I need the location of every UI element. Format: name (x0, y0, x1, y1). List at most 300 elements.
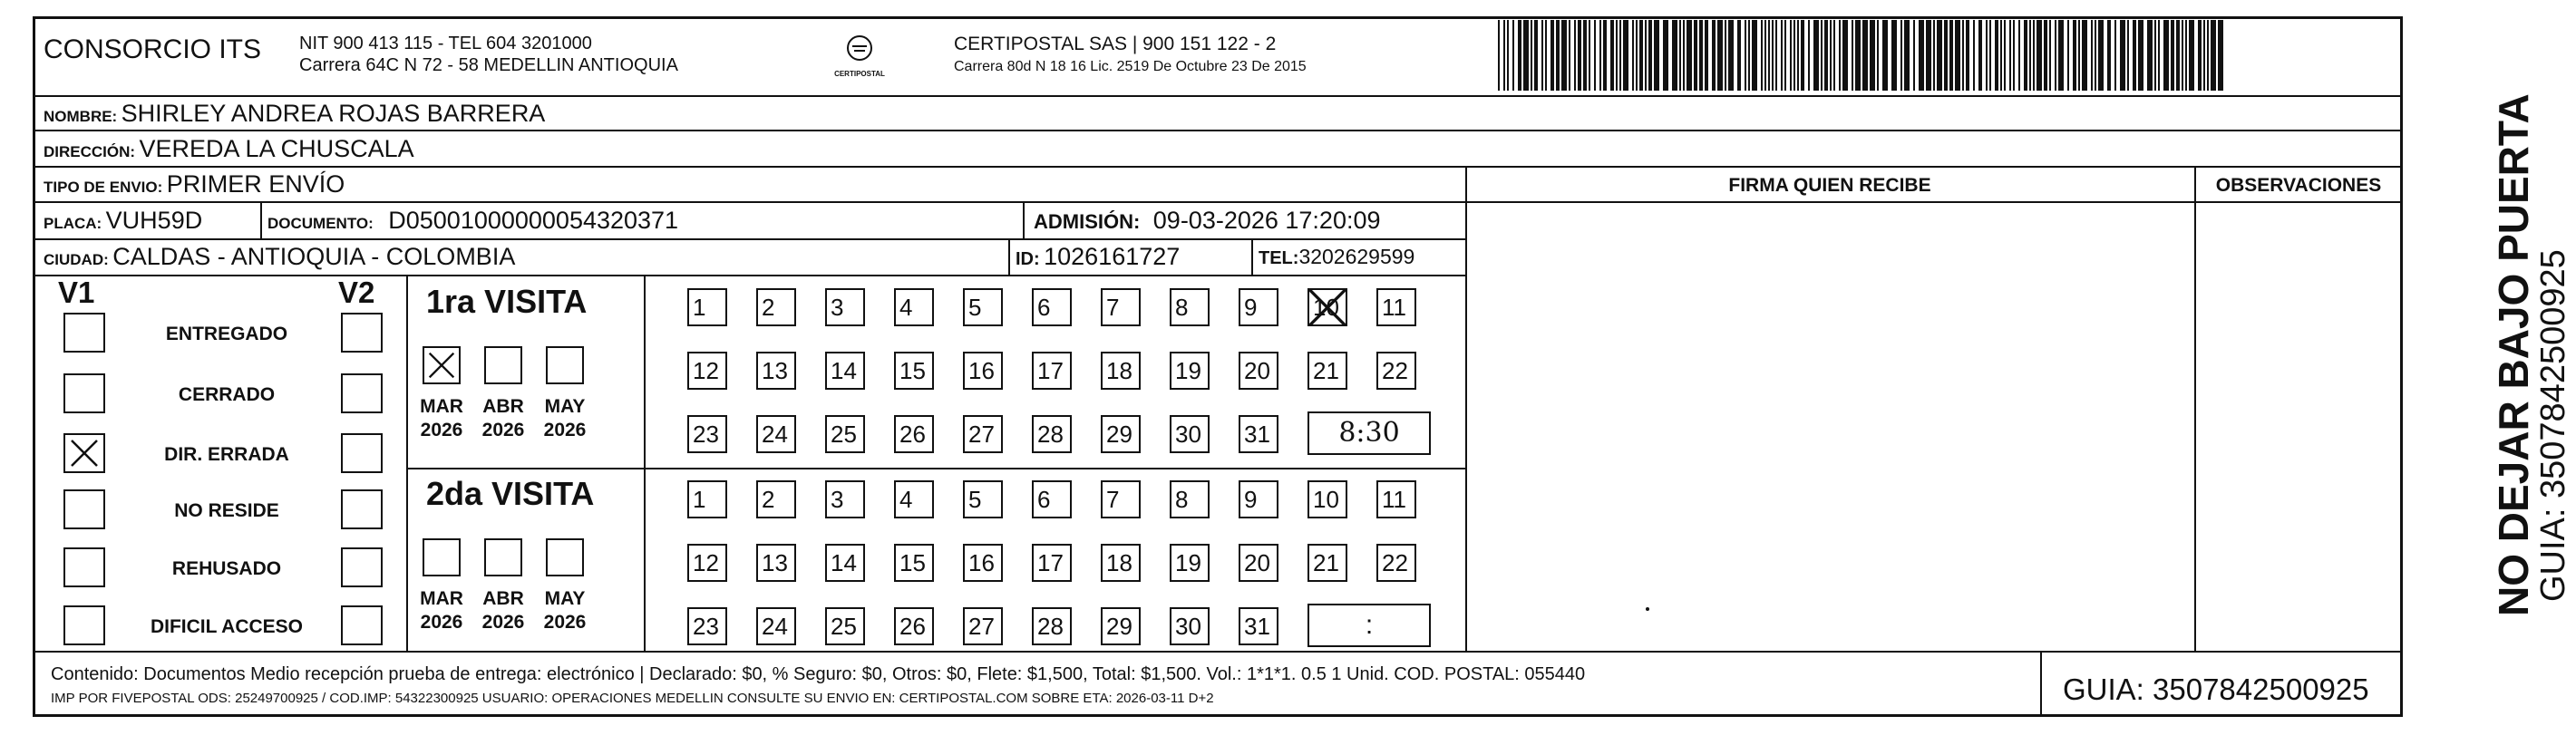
v2-checkbox[interactable] (341, 605, 383, 645)
placa-value: VUH59D (105, 207, 203, 234)
month-label (478, 395, 529, 442)
barcode-bar (2158, 20, 2160, 91)
barcode-bar (2203, 20, 2205, 91)
barcode-bar (1913, 20, 1915, 91)
tel-label: TEL: (1259, 248, 1299, 268)
nombre-label: NOMBRE: (44, 108, 118, 125)
month-name: ABR (482, 396, 524, 417)
barcode-bar (1933, 20, 1935, 91)
admision-label: ADMISIÓN: (1034, 210, 1141, 233)
barcode-bar (2091, 20, 2093, 91)
barcode-bar (1616, 20, 1618, 91)
imp-line: IMP POR FIVEPOSTAL ODS: 25249700925 / COD.IMP: 54322300925 USUARIO: OPERACIONES MEDELLIN CONSULTE SU ENVIO EN: CERTIPOSTAL.COM SOBRE ETA: 2026-03-11 D+2 (51, 691, 1214, 706)
day-box[interactable]: 25 (825, 607, 865, 645)
day-box[interactable]: 2 (756, 288, 796, 326)
barcode-bar (1978, 20, 1982, 91)
barcode-bar (1793, 20, 1795, 91)
day-box[interactable]: 10 (1307, 288, 1347, 326)
month-checkbox[interactable] (484, 538, 522, 576)
barcode-bar (2036, 20, 2042, 91)
barcode-bar (2078, 20, 2080, 91)
barcode-bar (1797, 20, 1799, 91)
side-guia: GUIA: 3507842500925 (2534, 249, 2572, 602)
barcode-bar (1550, 20, 1554, 91)
month-checkbox[interactable] (484, 346, 522, 384)
firma-header: FIRMA QUIEN RECIBE (1728, 175, 1931, 196)
month-year: 2026 (420, 612, 463, 633)
time-box[interactable]: 8:30 (1307, 411, 1431, 455)
day-box[interactable]: 7 (1101, 480, 1141, 518)
documento-value: D05001000000054320371 (388, 207, 679, 234)
day-box[interactable]: 17 (1032, 352, 1072, 390)
tel-cell (1259, 245, 1414, 269)
barcode-bar (1790, 20, 1792, 91)
barcode-bar (1737, 20, 1741, 91)
barcode-bar (2058, 20, 2064, 91)
barcode-bar (1824, 20, 1828, 91)
barcode-bar (2055, 20, 2056, 91)
day-box[interactable]: 31 (1239, 415, 1278, 453)
barcode-bar (1842, 20, 1848, 91)
guia-number: GUIA: 3507842500925 (2063, 672, 2369, 706)
day-box[interactable]: 8 (1170, 288, 1210, 326)
status-label: DIFICIL ACCESO (150, 616, 303, 637)
signature-mark (1646, 607, 1649, 611)
admision-value: 09-03-2026 17:20:09 (1152, 207, 1381, 234)
barcode-bar (1833, 20, 1835, 91)
observaciones-header: OBSERVACIONES (2215, 175, 2382, 196)
month-name: MAY (544, 396, 586, 417)
day-box[interactable]: 23 (687, 415, 727, 453)
barcode-bar (1712, 20, 1716, 91)
barcode-bar (1900, 20, 1902, 91)
barcode-bar (1578, 20, 1581, 91)
rule (34, 130, 2401, 131)
barcode-bar (1699, 20, 1703, 91)
v1-checkbox[interactable] (63, 489, 105, 529)
barcode-bar (2095, 20, 2096, 91)
barcode-bar (2182, 20, 2183, 91)
barcode-bar (1531, 20, 1532, 91)
month-name: MAR (420, 588, 463, 609)
day-box[interactable]: 15 (894, 352, 934, 390)
day-box[interactable]: 31 (1239, 607, 1278, 645)
barcode-bar (1623, 20, 1628, 91)
id-value: 1026161727 (1044, 243, 1181, 270)
day-box[interactable]: 6 (1032, 480, 1072, 518)
barcode-bar (2000, 20, 2002, 91)
day-box[interactable]: 4 (894, 288, 934, 326)
direccion-label: DIRECCIÓN: (44, 143, 136, 160)
barcode-bar (1541, 20, 1543, 91)
nombre-row (44, 100, 545, 128)
barcode-bar (2004, 20, 2006, 91)
barcode-bar (2176, 20, 2180, 91)
barcode-bar (2029, 20, 2031, 91)
barcode-bar (1645, 20, 1647, 91)
barcode-bar (1694, 20, 1697, 91)
barcode-bar (1705, 20, 1708, 91)
v1-checkbox[interactable] (63, 547, 105, 587)
barcode-bar (2018, 20, 2020, 91)
side-warning: NO DEJAR BAJO PUERTA (2490, 93, 2537, 616)
day-box[interactable]: 21 (1307, 352, 1347, 390)
barcode-bar (1919, 20, 1924, 91)
barcode-bar (1862, 20, 1868, 91)
day-box[interactable]: 10 (1307, 480, 1347, 518)
day-box[interactable]: 18 (1101, 352, 1141, 390)
barcode-bar (1813, 20, 1819, 91)
month-label (478, 587, 529, 634)
rule (1023, 202, 1025, 238)
day-box[interactable]: 26 (894, 415, 934, 453)
month-label (540, 395, 590, 442)
rule (406, 275, 408, 651)
day-box[interactable]: 24 (756, 415, 796, 453)
logo-text: CERTIPOSTAL (834, 70, 885, 78)
barcode-bar (2185, 20, 2187, 91)
v2-checkbox[interactable] (341, 313, 383, 353)
month-year: 2026 (481, 420, 525, 440)
rule (1465, 166, 1467, 651)
tipo-row (44, 170, 345, 198)
barcode-bar (1679, 20, 1681, 91)
rule (34, 651, 2401, 653)
month-label (540, 587, 590, 634)
carrier-line: CERTIPOSTAL SAS | 900 151 122 - 2 (954, 34, 1277, 54)
barcode-bar (1534, 20, 1538, 91)
barcode-bar (1839, 20, 1841, 91)
barcode-bar (1599, 20, 1601, 91)
day-box[interactable]: 19 (1170, 544, 1210, 582)
barcode-bar (1955, 20, 1960, 91)
barcode-bar (1648, 20, 1652, 91)
barcode-bar (2211, 20, 2216, 91)
month-name: MAR (420, 396, 463, 417)
ciudad-value: CALDAS - ANTIOQUIA - COLOMBIA (112, 243, 516, 270)
visit-title: 1ra VISITA (426, 283, 588, 320)
v2-checkbox[interactable] (341, 433, 383, 473)
barcode-bar (1830, 20, 1832, 91)
barcode-bar (1989, 20, 1991, 91)
barcode-bar (2024, 20, 2027, 91)
day-box[interactable]: 11 (1376, 288, 1416, 326)
month-year: 2026 (543, 420, 587, 440)
day-box[interactable]: 16 (963, 544, 1003, 582)
day-box[interactable]: 9 (1239, 288, 1278, 326)
v1-header: V1 (58, 276, 95, 309)
barcode-bar (1654, 20, 1659, 91)
day-box[interactable]: 21 (1307, 544, 1347, 582)
day-box[interactable]: 24 (756, 607, 796, 645)
barcode-bar (2049, 20, 2051, 91)
rule (34, 275, 1465, 276)
day-box[interactable]: 6 (1032, 288, 1072, 326)
direccion-value: VEREDA LA CHUSCALA (139, 135, 414, 162)
status-label: CERRADO (178, 384, 276, 405)
rule (2040, 651, 2042, 717)
month-checkbox[interactable] (546, 346, 584, 384)
barcode-bar (2082, 20, 2087, 91)
day-box[interactable]: 20 (1239, 352, 1278, 390)
barcode-bar (1569, 20, 1570, 91)
barcode-bar (1672, 20, 1677, 91)
barcode-bar (2120, 20, 2125, 91)
logo-icon (841, 34, 878, 65)
rule (1008, 238, 1010, 275)
day-box[interactable]: 9 (1239, 480, 1278, 518)
tipo-value: PRIMER ENVÍO (166, 170, 345, 198)
barcode-bar (1973, 20, 1975, 91)
barcode (1498, 20, 2223, 91)
barcode-bar (1891, 20, 1897, 91)
barcode-bar (1808, 20, 1810, 91)
status-label: DIR. ERRADA (164, 444, 289, 465)
barcode-bar (1603, 20, 1607, 91)
day-box[interactable]: 27 (963, 415, 1003, 453)
rule (644, 275, 646, 651)
barcode-bar (1583, 20, 1587, 91)
day-box[interactable]: 19 (1170, 352, 1210, 390)
x-mark-icon (65, 435, 103, 471)
status-label: REHUSADO (171, 558, 282, 579)
v2-checkbox[interactable] (341, 373, 383, 413)
barcode-bar (1503, 20, 1505, 91)
barcode-bar (2114, 20, 2116, 91)
barcode-bar (1775, 20, 1777, 91)
month-year: 2026 (420, 420, 463, 440)
rule (406, 468, 1465, 469)
barcode-bar (2107, 20, 2111, 91)
tipo-label: TIPO DE ENVIO: (44, 179, 163, 196)
barcode-bar (1728, 20, 1734, 91)
barcode-bar (1556, 20, 1560, 91)
barcode-bar (1764, 20, 1766, 91)
barcode-bar (2044, 20, 2047, 91)
rule (34, 201, 1465, 203)
barcode-bar (1986, 20, 1988, 91)
barcode-bar (1962, 20, 1964, 91)
barcode-bar (1870, 20, 1875, 91)
day-box[interactable]: 8 (1170, 480, 1210, 518)
x-mark-icon (424, 348, 459, 382)
side-text (2489, 93, 2573, 616)
day-box[interactable]: 28 (1032, 607, 1072, 645)
day-box[interactable]: 29 (1101, 415, 1141, 453)
status-label: ENTREGADO (165, 324, 288, 344)
day-box[interactable]: 17 (1032, 544, 1072, 582)
month-label (416, 395, 467, 442)
admision-cell (1034, 207, 1381, 235)
barcode-bar (1904, 20, 1910, 91)
barcode-bar (1995, 20, 1998, 91)
day-box[interactable]: 30 (1170, 607, 1210, 645)
barcode-bar (2198, 20, 2202, 91)
id-label: ID: (1016, 249, 1040, 269)
placa-label: PLACA: (44, 215, 102, 232)
barcode-bar (1855, 20, 1861, 91)
day-box[interactable]: 13 (756, 352, 796, 390)
barcode-bar (1781, 20, 1783, 91)
v1-checkbox[interactable] (63, 373, 105, 413)
barcode-bar (2218, 20, 2223, 91)
barcode-bar (1944, 20, 1948, 91)
barcode-bar (1761, 20, 1763, 91)
day-box[interactable]: 1 (687, 480, 727, 518)
barcode-bar (2163, 20, 2169, 91)
barcode-bar (1545, 20, 1547, 91)
day-box[interactable]: 26 (894, 607, 934, 645)
barcode-bar (1687, 20, 1692, 91)
barcode-bar (1772, 20, 1774, 91)
barcode-bar (2098, 20, 2104, 91)
day-box[interactable]: 4 (894, 480, 934, 518)
barcode-bar (1966, 20, 1969, 91)
day-box[interactable]: 11 (1376, 480, 1416, 518)
barcode-bar (1926, 20, 1931, 91)
day-box[interactable]: 27 (963, 607, 1003, 645)
barcode-bar (2154, 20, 2156, 91)
barcode-bar (1768, 20, 1770, 91)
barcode-bar (1683, 20, 1685, 91)
day-box[interactable]: 22 (1376, 544, 1416, 582)
rule (1251, 238, 1253, 275)
day-box[interactable]: 16 (963, 352, 1003, 390)
day-box[interactable]: 15 (894, 544, 934, 582)
month-checkbox[interactable] (423, 538, 461, 576)
day-box[interactable]: 7 (1101, 288, 1141, 326)
barcode-bar (1594, 20, 1596, 91)
contenido-line: Contenido: Documentos Medio recepción prueba de entrega: electrónico | Declarado: $0, % Seguro: $0, Otros: $0, Flete: $1,500, Total: $1,500. Vol.: 1*1*1. 0.5 1 Unid. COD. POSTAL: 055440 (51, 664, 1586, 684)
barcode-bar (1784, 20, 1786, 91)
barcode-bar (1632, 20, 1634, 91)
month-label (416, 587, 467, 634)
company-name: CONSORCIO ITS (44, 34, 262, 64)
nombre-value: SHIRLEY ANDREA ROJAS BARRERA (121, 100, 546, 127)
placa-cell (44, 207, 202, 235)
nit-line: NIT 900 413 115 - TEL 604 3201000 (299, 34, 592, 53)
day-box[interactable]: 30 (1170, 415, 1210, 453)
barcode-bar (1574, 20, 1576, 91)
tel-value: 3202629599 (1298, 245, 1415, 268)
barcode-bar (1518, 20, 1521, 91)
month-checkbox[interactable] (423, 346, 461, 384)
day-box[interactable]: 29 (1101, 607, 1141, 645)
barcode-bar (2067, 20, 2069, 91)
barcode-bar (1523, 20, 1529, 91)
barcode-bar (1748, 20, 1750, 91)
barcode-bar (1589, 20, 1590, 91)
rule (34, 95, 2401, 97)
day-box[interactable]: 13 (756, 544, 796, 582)
v1-checkbox[interactable] (63, 605, 105, 645)
barcode-bar (1745, 20, 1746, 91)
day-box[interactable]: 5 (963, 480, 1003, 518)
id-cell (1016, 243, 1180, 271)
barcode-bar (1949, 20, 1953, 91)
barcode-bar (2171, 20, 2174, 91)
ciudad-cell (44, 243, 515, 271)
barcode-bar (2189, 20, 2194, 91)
address-line: Carrera 64C N 72 - 58 MEDELLIN ANTIOQUIA (299, 55, 678, 75)
day-box[interactable]: 14 (825, 544, 865, 582)
barcode-bar (1561, 20, 1567, 91)
documento-cell (267, 207, 678, 235)
barcode-bar (1877, 20, 1879, 91)
barcode-bar (1498, 20, 1500, 91)
day-box[interactable]: 14 (825, 352, 865, 390)
rule (1465, 201, 2401, 203)
barcode-bar (2127, 20, 2129, 91)
day-box[interactable]: 23 (687, 607, 727, 645)
company-info (299, 33, 678, 76)
barcode-bar (1725, 20, 1726, 91)
rule (34, 166, 2401, 168)
status-label: NO RESIDE (174, 500, 279, 521)
certipostal-logo (834, 34, 885, 78)
direccion-row (44, 135, 414, 163)
month-checkbox[interactable] (546, 538, 584, 576)
barcode-bar (1619, 20, 1621, 91)
month-name: ABR (482, 588, 524, 609)
month-year: 2026 (543, 612, 587, 633)
time-box[interactable]: : (1307, 604, 1431, 647)
day-box[interactable]: 12 (687, 352, 727, 390)
rule (2194, 166, 2196, 651)
barcode-bar (2133, 20, 2136, 91)
barcode-bar (1821, 20, 1823, 91)
carrier-address: Carrera 80d N 18 16 Lic. 2519 De Octubre 23 De 2015 (954, 59, 1307, 74)
day-box[interactable]: 3 (825, 480, 865, 518)
day-box[interactable]: 28 (1032, 415, 1072, 453)
barcode-bar (1937, 20, 1942, 91)
day-box[interactable]: 12 (687, 544, 727, 582)
v2-checkbox[interactable] (341, 489, 383, 529)
barcode-bar (2207, 20, 2209, 91)
barcode-bar (1752, 20, 1757, 91)
day-box[interactable]: 22 (1376, 352, 1416, 390)
carrier-info (954, 33, 1307, 78)
v1-checkbox[interactable] (63, 433, 105, 473)
visit-title: 2da VISITA (426, 475, 595, 512)
day-box[interactable]: 25 (825, 415, 865, 453)
day-box[interactable]: 2 (756, 480, 796, 518)
barcode-bar (2147, 20, 2153, 91)
day-box[interactable]: 5 (963, 288, 1003, 326)
day-box[interactable]: 18 (1101, 544, 1141, 582)
day-box[interactable]: 3 (825, 288, 865, 326)
barcode-bar (2009, 20, 2011, 91)
barcode-bar (2033, 20, 2035, 91)
barcode-bar (2138, 20, 2143, 91)
barcode-bar (1852, 20, 1853, 91)
month-name: MAY (544, 588, 586, 609)
barcode-bar (1639, 20, 1643, 91)
v2-checkbox[interactable] (341, 547, 383, 587)
ciudad-label: CIUDAD: (44, 251, 109, 268)
day-box[interactable]: 1 (687, 288, 727, 326)
v2-header: V2 (338, 276, 375, 309)
barcode-bar (1663, 20, 1668, 91)
barcode-bar (2013, 20, 2015, 91)
documento-label: DOCUMENTO: (267, 215, 374, 232)
v1-checkbox[interactable] (63, 313, 105, 353)
day-box[interactable]: 20 (1239, 544, 1278, 582)
barcode-bar (2073, 20, 2076, 91)
barcode-bar (1882, 20, 1888, 91)
barcode-bar (1507, 20, 1509, 91)
barcode-bar (1610, 20, 1614, 91)
